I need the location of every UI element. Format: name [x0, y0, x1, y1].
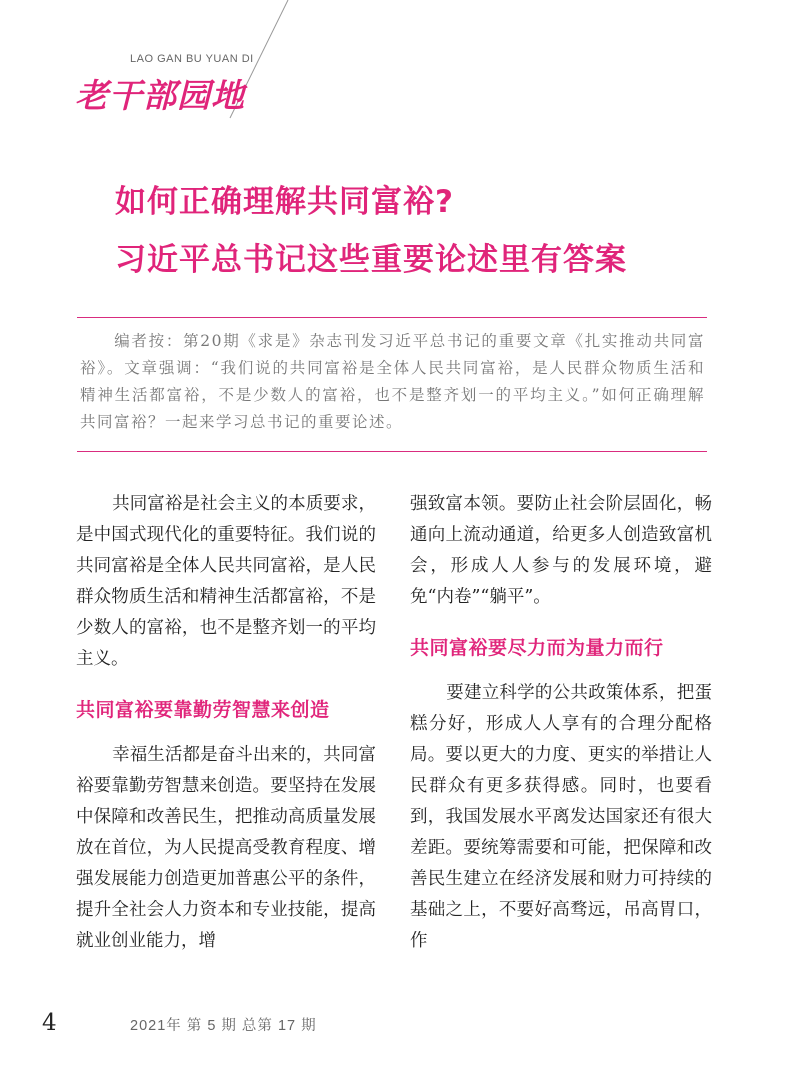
- section-heading: 共同富裕要尽力而为量力而行: [410, 637, 664, 659]
- paragraph: [410, 678, 712, 957]
- paragraph-text: 强致富本领。要防止社会阶层固化，畅通向上流动通道，给更多人创造致富机会，形成人人参与的发展环境，避免“内卷”“躺平”。: [410, 494, 712, 607]
- note-bottom-rule: [77, 451, 707, 452]
- paragraph: [410, 489, 712, 613]
- paragraph: [76, 740, 376, 957]
- masthead-pinyin: LAO GAN BU YUAN DI: [130, 53, 254, 65]
- paragraph-text: 共同富裕是社会主义的本质要求，是中国式现代化的重要特征。我们说的共同富裕是全体人民共同富裕，是人民群众物质生活和精神生活都富裕，不是少数人的富裕，也不是整齐划一的平均主义。: [76, 494, 376, 669]
- right-column: [410, 489, 712, 957]
- section-heading: 共同富裕要靠勤劳智慧来创造: [76, 699, 330, 721]
- paragraph-text: 幸福生活都是奋斗出来的，共同富裕要靠勤劳智慧来创造。要坚持在发展中保障和改善民生，把推动高质量发展放在首位，为人民提高受教育程度、增强发展能力创造更加普惠公平的条件，提升全社会人力资本和专业技能，提高就业创业能力，增: [76, 745, 376, 951]
- article-title-line2: 习近平总书记这些重要论述里有答案: [115, 242, 627, 278]
- paragraph: [76, 489, 376, 675]
- editor-note: [80, 328, 705, 436]
- article-title-line1: 如何正确理解共同富裕?: [115, 184, 454, 220]
- paragraph-text: 要建立科学的公共政策体系，把蛋糕分好，形成人人享有的合理分配格局。要以更大的力度、更实的举措让人民群众有更多获得感。同时，也要看到，我国发展水平离发达国家还有很大差距。要统筹需要和可能，把保障和改善民生建立在经济发展和财力可持续的基础之上，不要好高骛远，吊高胃口，作: [410, 683, 712, 951]
- editor-note-text: 编者按：第20期《求是》杂志刊发习近平总书记的重要文章《扎实推动共同富裕》。文章强调：“我们说的共同富裕是全体人民共同富裕，是人民群众物质生活和精神生活都富裕，不是少数人的富裕，也不是整齐划一的平均主义。”如何正确理解共同富裕？一起来学习总书记的重要论述。: [80, 332, 705, 431]
- page-number: 4: [42, 1010, 57, 1036]
- note-top-rule: [77, 317, 707, 318]
- left-column: [76, 489, 376, 957]
- issue-info: 2021年 第 5 期 总第 17 期: [130, 1018, 317, 1034]
- masthead-logo: 老干部园地: [75, 76, 245, 115]
